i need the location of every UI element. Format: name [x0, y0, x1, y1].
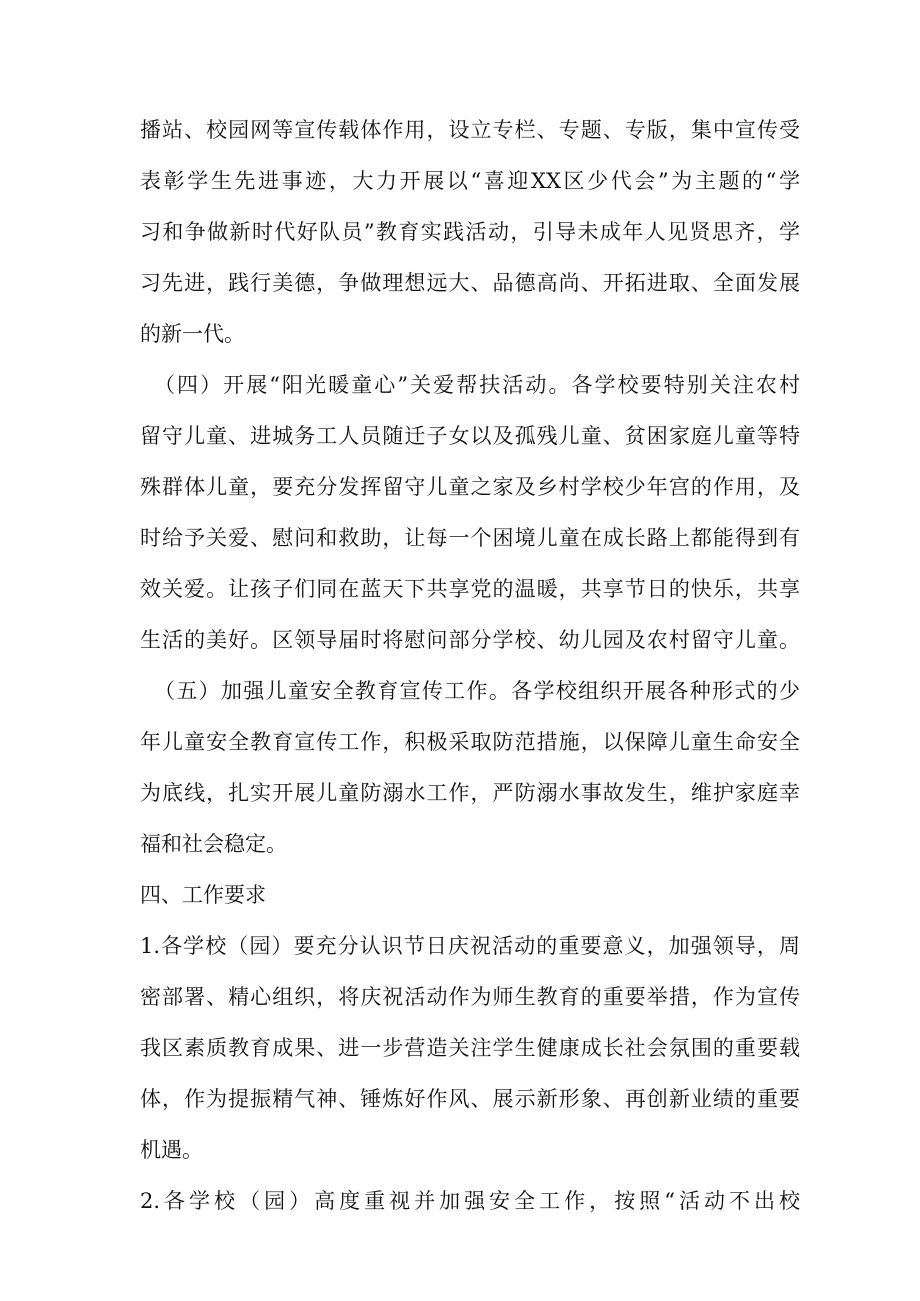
text-line: 表彰学生先进事迹，大力开展以“喜迎XX区少代会”为主题的“学 [140, 169, 800, 193]
text-line: 的新一代。 [140, 322, 245, 346]
text-line: 我区素质教育成果、进一步营造关注学生健康成长社会氛围的重要载 [140, 1036, 800, 1060]
text-line: 习先进，践行美德，争做理想远大、品德高尚、开拓进取、全面发展 [140, 271, 800, 295]
text-line: 习和争做新时代好队员”教育实践活动，引导未成年人见贤思齐，学 [140, 220, 800, 244]
text-line: （五）加强儿童安全教育宣传工作。各学校组织开展各种形式的少 [154, 679, 800, 703]
text-line: 播站、校园网等宣传载体作用，设立专栏、专题、专版，集中宣传受 [140, 118, 800, 142]
text-line: 密部署、精心组织，将庆祝活动作为师生教育的重要举措，作为宣传 [140, 985, 800, 1009]
text-line: 体，作为提振精气神、锤炼好作风、展示新形象、再创新业绩的重要 [140, 1087, 800, 1111]
text-line: 殊群体儿童，要充分发挥留守儿童之家及乡村学校少年宫的作用，及 [140, 475, 800, 499]
text-line: （四）开展“阳光暖童心”关爱帮扶活动。各学校要特别关注农村 [154, 373, 800, 397]
section-heading: 四、工作要求 [140, 883, 266, 907]
text-line: 留守儿童、进城务工人员随迁子女以及孤残儿童、贫困家庭儿童等特 [140, 424, 800, 448]
text-line: 生活的美好。区领导届时将慰问部分学校、幼儿园及农村留守儿童。 [140, 628, 800, 652]
text-line: 福和社会稳定。 [140, 832, 287, 856]
text-line: 1.各学校（园）要充分认识节日庆祝活动的重要意义，加强领导，周 [140, 934, 800, 958]
text-line: 年儿童安全教育宣传工作，积极采取防范措施，以保障儿童生命安全 [140, 730, 800, 754]
text-line: 为底线，扎实开展儿童防溺水工作，严防溺水事故发生，维护家庭幸 [140, 781, 800, 805]
text-line: 效关爱。让孩子们同在蓝天下共享党的温暖，共享节日的快乐，共享 [140, 577, 800, 601]
text-line: 时给予关爱、慰问和救助，让每一个困境儿童在成长路上都能得到有 [140, 526, 800, 550]
text-line: 机遇。 [140, 1138, 203, 1162]
text-line: 2.各学校（园）高度重视并加强安全工作，按照“活动不出校 [140, 1189, 800, 1213]
